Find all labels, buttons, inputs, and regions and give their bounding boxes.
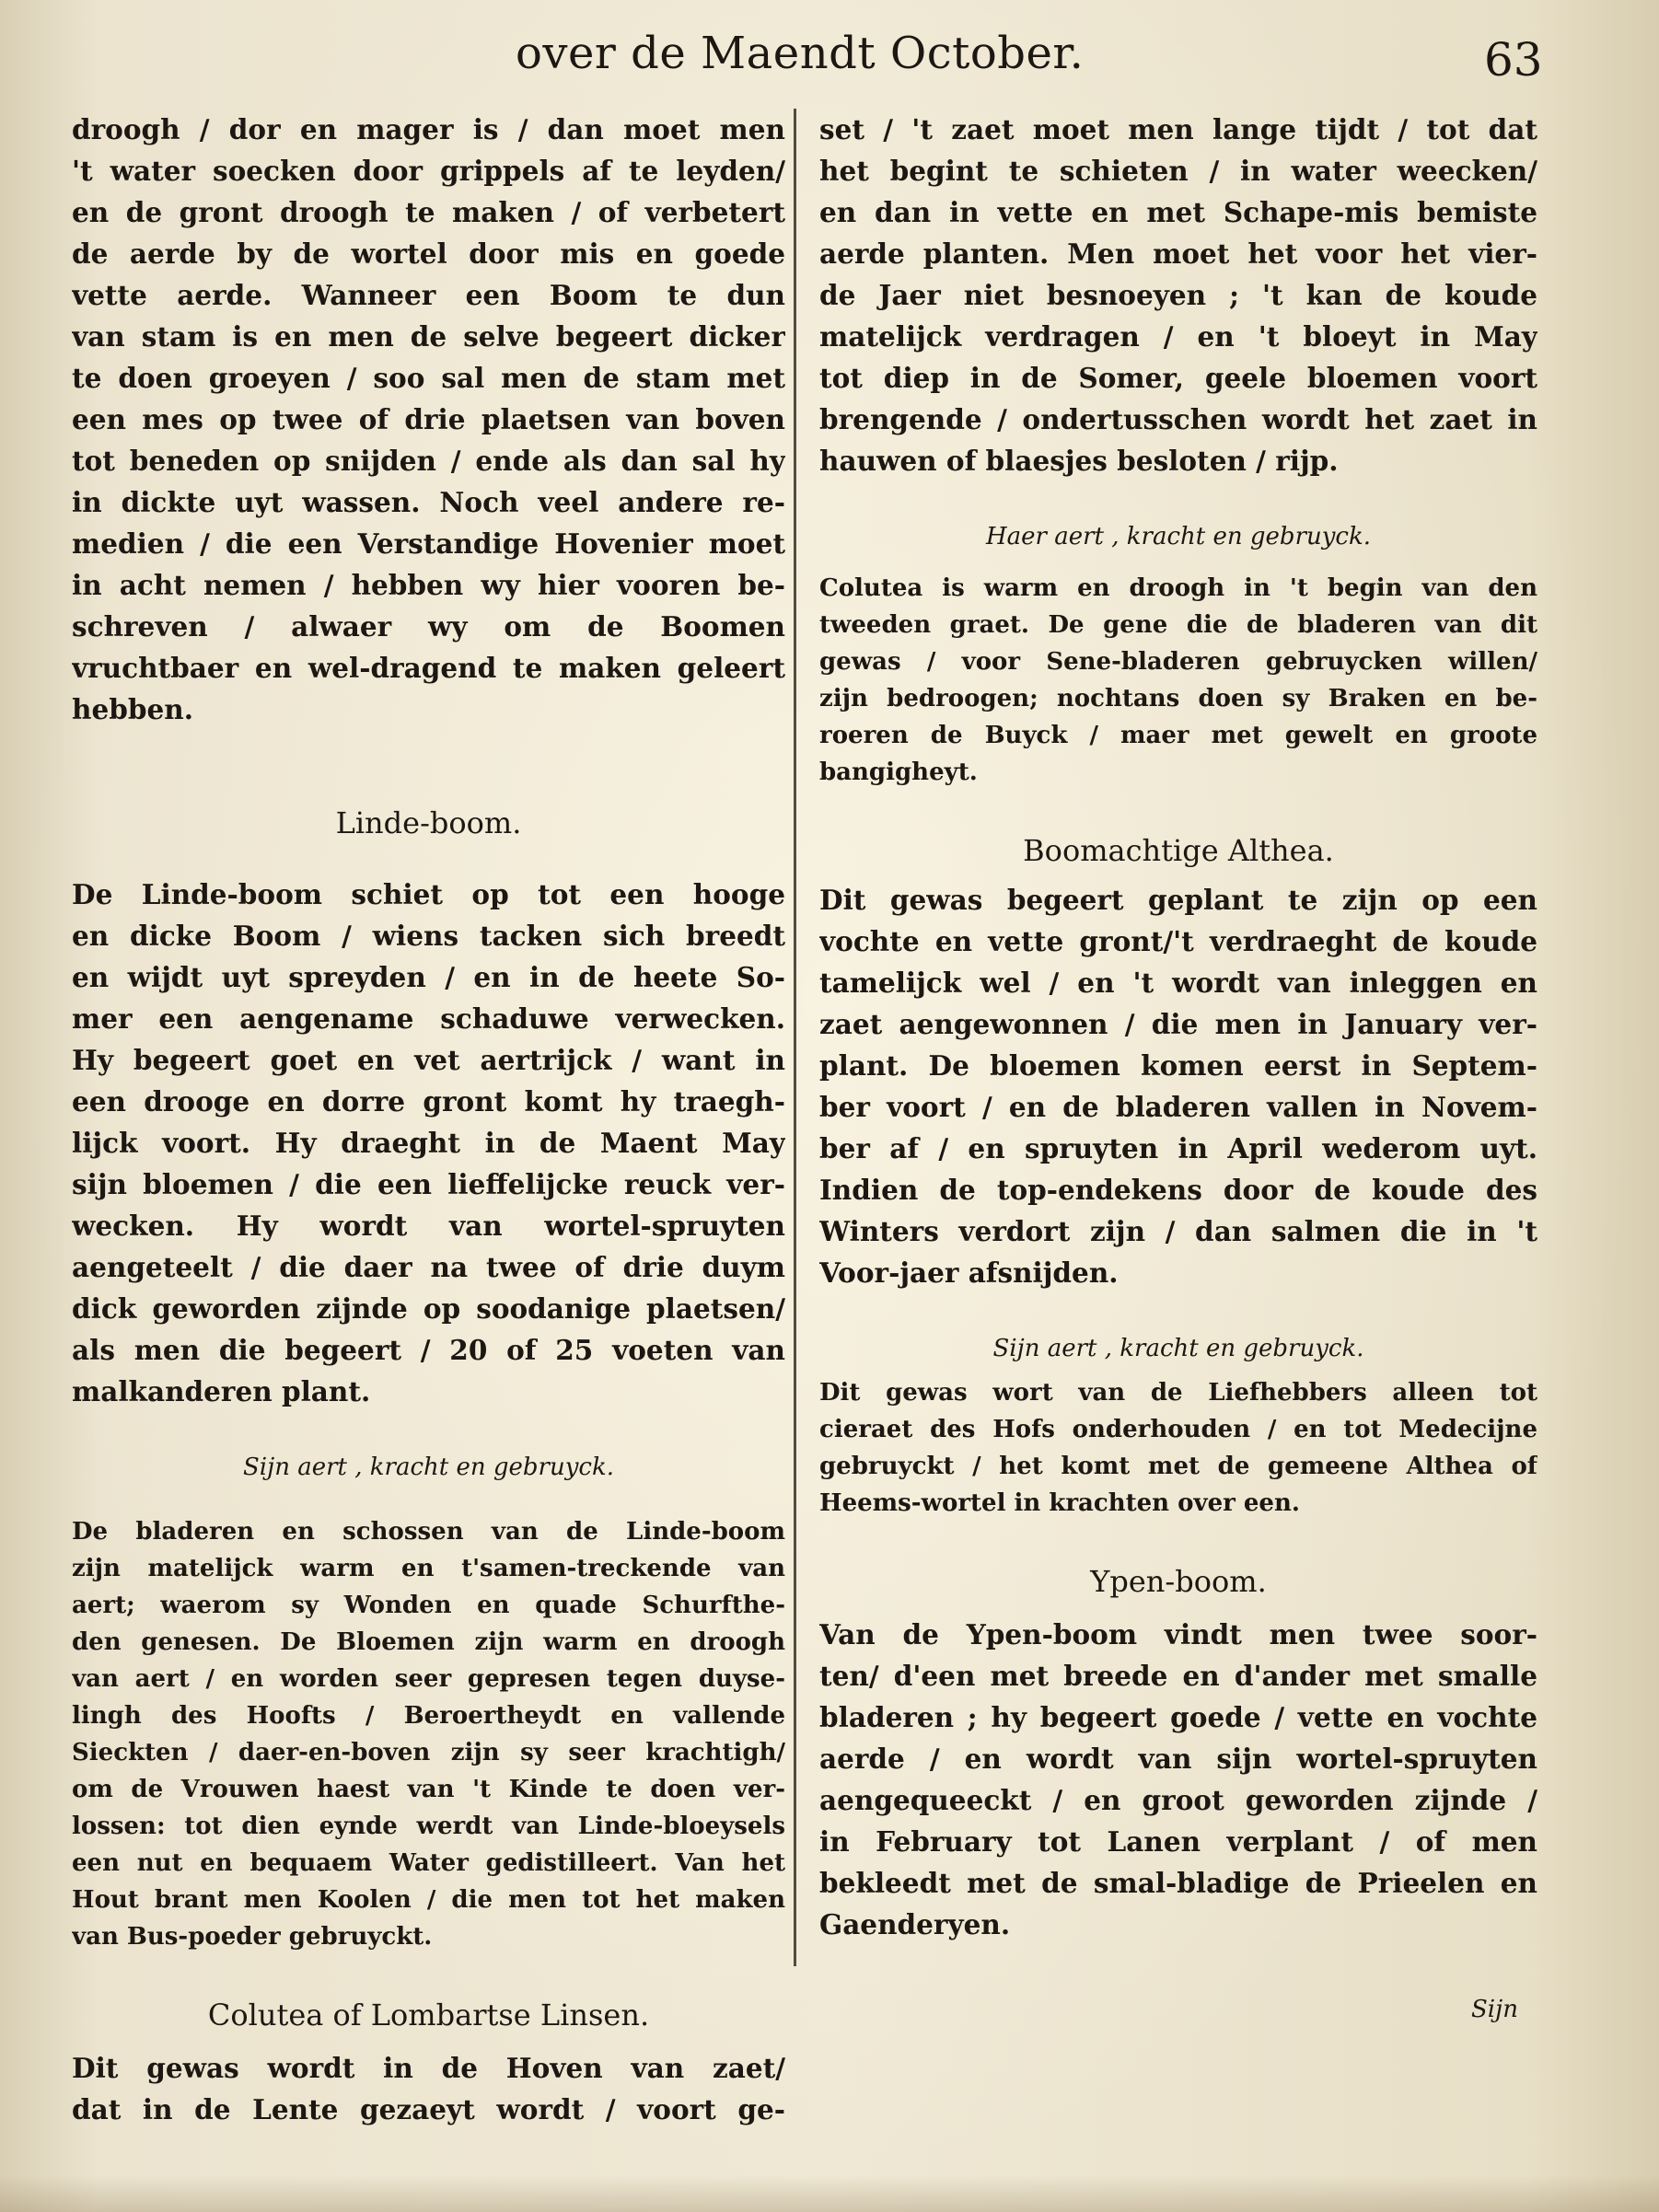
text-line: bekleedt met de smal-bladige de Prieelen en bbox=[819, 1867, 1537, 1899]
running-header: over de Maendt October. bbox=[516, 28, 1085, 79]
text-line: als men die begeert / 20 of 25 voeten van bbox=[72, 1334, 785, 1366]
text-line: Colutea is warm en droogh in 't begin van den bbox=[819, 574, 1537, 602]
text-line: hauwen of blaesjes besloten / rijp. bbox=[819, 445, 1339, 477]
page-number: 63 bbox=[1484, 33, 1543, 87]
text-line: aert; waerom sy Wonden en quade Schurfthe- bbox=[72, 1592, 785, 1619]
text-line: gebruyckt / het komt met de gemeene Althea of bbox=[819, 1453, 1537, 1480]
text-line: plant. De bloemen komen eerst in Septem- bbox=[819, 1049, 1537, 1082]
text-line: dat in de Lente gezaeyt wordt / voort ge- bbox=[72, 2093, 785, 2125]
text-line: cieraet des Hofs onderhouden / en tot Medecijne bbox=[819, 1416, 1537, 1443]
text-line: lingh des Hoofts / Beroertheydt en vallende bbox=[72, 1702, 785, 1730]
text-line: mer een aengename schaduwe verwecken. bbox=[72, 1002, 785, 1035]
text-line: droogh / dor en mager is / dan moet men bbox=[72, 113, 785, 145]
althea-description bbox=[819, 879, 1537, 1293]
text-line: het begint te schieten / in water weecken/ bbox=[819, 155, 1537, 187]
continued-paragraph bbox=[72, 109, 785, 730]
text-line: matelijck verdragen / en 't bloeyt in May bbox=[819, 320, 1537, 353]
text-line: zijn matelijck warm en t'samen-treckende van bbox=[72, 1555, 785, 1582]
ypen-boom-description bbox=[819, 1614, 1537, 1945]
text-line: Hy begeert goet en vet aertrijck / want in bbox=[72, 1044, 785, 1076]
text-line: roeren de Buyck / maer met gewelt en groote bbox=[819, 722, 1537, 749]
text-line: den genesen. De Bloemen zijn warm en droogh bbox=[72, 1628, 785, 1656]
text-line: Hout brant men Koolen / die men tot het maken bbox=[72, 1886, 785, 1914]
text-line: lossen: tot dien eynde werdt van Linde-bloeysels bbox=[72, 1812, 785, 1840]
text-line: tot beneden op snijden / ende als dan sal hy bbox=[72, 445, 785, 477]
section-title-linde-boom: Linde-boom. bbox=[335, 805, 522, 840]
text-line: Dit gewas wort van de Liefhebbers alleen tot bbox=[819, 1379, 1537, 1407]
text-line: van stam is en men de selve begeert dicker bbox=[72, 320, 785, 353]
text-line: aengeteelt / die daer na twee of drie duym bbox=[72, 1251, 785, 1283]
right-column bbox=[819, 109, 1537, 1945]
althea-properties bbox=[819, 1374, 1537, 1522]
text-line: in acht nemen / hebben wy hier vooren be- bbox=[72, 569, 785, 601]
text-line: en dicke Boom / wiens tacken sich breedt bbox=[72, 920, 785, 952]
text-line: en wijdt uyt spreyden / en in de heete So- bbox=[72, 961, 785, 993]
text-line: aerde planten. Men moet het voor het vier- bbox=[819, 237, 1537, 270]
text-line: in February tot Lanen verplant / of men bbox=[819, 1825, 1537, 1858]
text-line: te doen groeyen / soo sal men de stam met bbox=[72, 362, 785, 394]
text-line: vochte en vette gront/'t verdraeght de koude bbox=[819, 925, 1537, 957]
text-line: in dickte uyt wassen. Noch veel andere re- bbox=[72, 486, 785, 518]
text-line: aerde / en wordt van sijn wortel-spruyten bbox=[819, 1743, 1537, 1775]
text-line: wecken. Hy wordt van wortel-spruyten bbox=[72, 1210, 785, 1242]
text-line: vruchtbaer en wel-dragend te maken geleert bbox=[72, 652, 785, 684]
subsection-title-linde-properties: Sijn aert , kracht en gebruyck. bbox=[243, 1453, 614, 1481]
text-line: een drooge en dorre gront komt hy traegh- bbox=[72, 1085, 785, 1118]
text-line: Winters verdort zijn / dan salmen die in 't bbox=[819, 1215, 1537, 1247]
column-divider bbox=[794, 109, 796, 1966]
left-column bbox=[72, 109, 785, 2130]
colutea-description-start bbox=[72, 2047, 785, 2130]
text-line: medien / die een Verstandige Hovenier moet bbox=[72, 527, 785, 560]
text-line: set / 't zaet moet men lange tijdt / tot dat bbox=[819, 113, 1537, 145]
text-line: en de gront droogh te maken / of verbetert bbox=[72, 196, 785, 228]
text-line: gewas / voor Sene-bladeren gebruycken willen/ bbox=[819, 648, 1537, 676]
text-line: bangigheyt. bbox=[819, 759, 978, 786]
linde-boom-properties bbox=[72, 1513, 785, 1955]
text-line: hebben. bbox=[72, 693, 193, 725]
text-line: van aert / en worden seer gepresen tegen duyse- bbox=[72, 1665, 785, 1693]
text-line: Van de Ypen-boom vindt men twee soor- bbox=[819, 1618, 1537, 1650]
text-line: De Linde-boom schiet op tot een hooge bbox=[72, 878, 785, 910]
text-line: tweeden graet. De gene die de bladeren van dit bbox=[819, 611, 1537, 639]
text-line: tot diep in de Somer, geele bloemen voort bbox=[819, 362, 1537, 394]
text-line: vette aerde. Wanneer een Boom te dun bbox=[72, 279, 785, 311]
text-line: schreven / alwaer wy om de Boomen bbox=[72, 610, 785, 643]
text-line: Indien de top-endekens door de koude des bbox=[819, 1174, 1537, 1206]
text-line: de aerde by de wortel door mis en goede bbox=[72, 237, 785, 270]
text-line: Voor-jaer afsnijden. bbox=[819, 1257, 1119, 1289]
text-line: brengende / ondertusschen wordt het zaet in bbox=[819, 403, 1537, 435]
text-line: aengequeeckt / en groot geworden zijnde / bbox=[819, 1784, 1537, 1816]
text-line: van Bus-poeder gebruyckt. bbox=[72, 1923, 433, 1951]
text-line: om de Vrouwen haest van 't Kinde te doen ver- bbox=[72, 1776, 785, 1803]
text-line: dick geworden zijnde op soodanige plaetsen/ bbox=[72, 1292, 785, 1325]
section-title-colutea: Colutea of Lombartse Linsen. bbox=[207, 1998, 650, 2032]
catchword: Sijn bbox=[1471, 1996, 1518, 2023]
text-line: Dit gewas begeert geplant te zijn op een bbox=[819, 884, 1537, 916]
text-line: de Jaer niet besnoeyen ; 't kan de koude bbox=[819, 279, 1537, 311]
text-line: tamelijck wel / en 't wordt van inleggen en bbox=[819, 967, 1537, 999]
linde-boom-description bbox=[72, 874, 785, 1412]
text-line: Sieckten / daer-en-boven zijn sy seer krachtigh/ bbox=[72, 1739, 785, 1766]
subsection-title-colutea-properties: Haer aert , kracht en gebruyck. bbox=[985, 523, 1372, 550]
text-line: malkanderen plant. bbox=[72, 1375, 371, 1407]
colutea-properties bbox=[819, 570, 1537, 791]
text-line: zaet aengewonnen / die men in January ver- bbox=[819, 1008, 1537, 1040]
section-title-ypen-boom: Ypen-boom. bbox=[1090, 1564, 1267, 1599]
section-title-althea: Boomachtige Althea. bbox=[1023, 833, 1334, 868]
text-line: ber voort / en de bladeren vallen in Novem- bbox=[819, 1091, 1537, 1123]
text-line: Heems-wortel in krachten over een. bbox=[819, 1489, 1300, 1517]
text-line: De bladeren en schossen van de Linde-boom bbox=[72, 1518, 785, 1546]
text-line: 't water soecken door grippels af te leyden/ bbox=[72, 155, 785, 187]
text-line: ten/ d'een met breede en d'ander met smalle bbox=[819, 1660, 1537, 1692]
text-line: lijck voort. Hy draeght in de Maent May bbox=[72, 1127, 785, 1159]
text-line: bladeren ; hy begeert goede / vette en vochte bbox=[819, 1701, 1537, 1733]
subsection-title-althea-properties: Sijn aert , kracht en gebruyck. bbox=[992, 1335, 1364, 1362]
text-line: ber af / en spruyten in April wederom uyt. bbox=[819, 1132, 1537, 1164]
text-line: een nut en bequaem Water gedistilleert. Van het bbox=[72, 1849, 785, 1877]
colutea-description-continued bbox=[819, 109, 1537, 481]
text-line: en dan in vette en met Schape-mis bemiste bbox=[819, 196, 1537, 228]
text-line: Dit gewas wordt in de Hoven van zaet/ bbox=[72, 2052, 785, 2084]
text-line: sijn bloemen / die een lieffelijcke reuck ver- bbox=[72, 1168, 785, 1200]
text-line: een mes op twee of drie plaetsen van boven bbox=[72, 403, 785, 435]
text-line: Gaenderyen. bbox=[819, 1908, 1011, 1940]
text-line: zijn bedroogen; nochtans doen sy Braken en be- bbox=[819, 685, 1537, 712]
